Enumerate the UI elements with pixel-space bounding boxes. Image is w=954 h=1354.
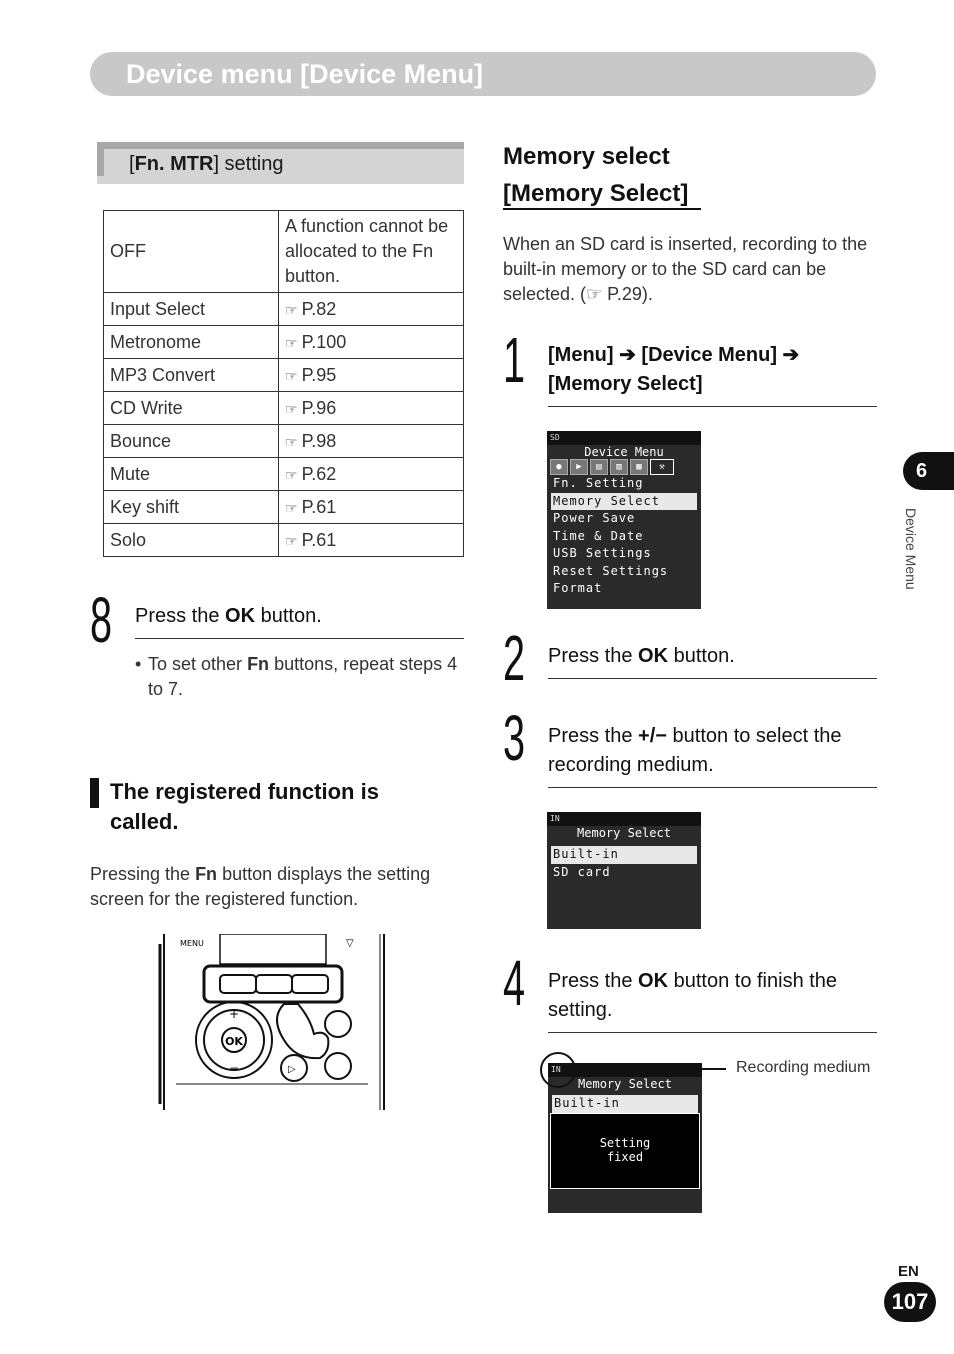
row-label: Bounce	[104, 425, 279, 458]
row-label: Metronome	[104, 326, 279, 359]
memory-select-intro: When an SD card is inserted, recording to the built-in memory or to the SD card can be selected. (☞ P.29).	[503, 234, 868, 304]
registered-body: Pressing the Fn button displays the setting screen for the registered function.	[90, 864, 431, 909]
row-value: ☞ P.98	[279, 425, 464, 458]
svg-text:+: +	[228, 1007, 240, 1021]
menu-item: Time & Date	[553, 528, 644, 543]
mic-icon: ●	[550, 459, 568, 475]
play-icon: ▶	[570, 459, 588, 475]
row-value: ☞ P.96	[279, 392, 464, 425]
table-row	[104, 326, 464, 359]
table-row	[104, 491, 464, 524]
reference-icon: ☞	[285, 499, 298, 516]
step8-text: Press the OK button.	[135, 605, 322, 627]
svg-text:−: −	[228, 1061, 240, 1075]
step2-text: Press the OK button.	[548, 645, 735, 667]
page-number: 107	[884, 1282, 936, 1322]
screen-title: Device Menu	[584, 445, 664, 459]
page-title: Device menu [Device Menu]	[126, 59, 484, 89]
screen-status-bar: IN	[547, 812, 701, 826]
tools-icon: ⚒	[650, 459, 674, 475]
reference-icon: ☞	[285, 532, 298, 549]
reference-icon: ☞	[285, 334, 298, 351]
svg-text:▷: ▷	[288, 1064, 296, 1075]
step4-text: Press the OK button to finish the setting.	[548, 970, 838, 1021]
fn-box-accent-left	[97, 142, 104, 176]
device-menu-screen	[547, 431, 701, 609]
fn-setting-title: [Fn. MTR] setting	[129, 153, 284, 175]
row-value: ☞ P.82	[279, 293, 464, 326]
row-value: ☞ P.62	[279, 458, 464, 491]
step-number-3: 3	[503, 702, 526, 774]
memory-select-title: Memory select [Memory Select]	[503, 143, 689, 207]
step3-rule	[548, 787, 877, 788]
table-row	[104, 524, 464, 557]
step-number-1: 1	[503, 324, 526, 396]
registered-heading: The registered function is called.	[110, 779, 379, 834]
row-label: CD Write	[104, 392, 279, 425]
table-row	[104, 458, 464, 491]
step1-text: [Menu] ➔ [Device Menu] ➔ [Memory Select]	[548, 344, 800, 395]
table-row	[104, 211, 464, 293]
fn-settings-table	[103, 210, 464, 557]
row-label: Solo	[104, 524, 279, 557]
svg-text:▽: ▽	[346, 938, 354, 949]
svg-text:OK: OK	[225, 1035, 243, 1048]
lcd-icon: ▥	[610, 459, 628, 475]
medium-option-selected: Built-in	[551, 846, 697, 864]
svg-text:MENU: MENU	[180, 939, 204, 948]
section-marker	[90, 778, 99, 808]
row-label: Input Select	[104, 293, 279, 326]
table-row	[104, 293, 464, 326]
menu-item: Power Save	[553, 511, 636, 525]
chapter-label: Device Menu	[903, 508, 919, 590]
recorder-illustration	[158, 934, 388, 1110]
row-value: ☞ P.95	[279, 359, 464, 392]
step2-rule	[548, 678, 877, 679]
row-label: Key shift	[104, 491, 279, 524]
language-label: EN	[898, 1263, 919, 1280]
menu-item: Format	[553, 581, 603, 595]
row-value: A function cannot be allocated to the Fn button.	[279, 211, 464, 293]
step8-rule	[135, 638, 464, 639]
reference-icon: ☞	[285, 466, 298, 483]
title-underline	[503, 208, 701, 210]
table-row	[104, 425, 464, 458]
screen-status-bar: SD	[547, 431, 701, 445]
setting-fixed-screen	[548, 1063, 702, 1213]
step1-rule	[548, 406, 877, 407]
step8-bullet: • To set other Fn buttons, repeat steps 4 to 7.	[135, 654, 458, 699]
row-value: ☞ P.61	[279, 524, 464, 557]
menu-item-selected: Memory Select	[551, 493, 697, 511]
callout-line	[576, 1068, 726, 1070]
screen-status-bar: IN	[548, 1063, 702, 1077]
confirm-dialog: Setting fixed	[550, 1113, 700, 1189]
menu-item: Reset Settings	[553, 563, 669, 578]
step-number-2: 2	[503, 622, 526, 694]
menu-item: USB Settings	[553, 546, 652, 560]
screen-title: Memory Select	[578, 1077, 672, 1091]
medium-option: SD card	[553, 864, 611, 879]
memory-select-screen	[547, 812, 701, 929]
menu-item: Fn. Setting	[553, 476, 644, 490]
row-label: MP3 Convert	[104, 359, 279, 392]
row-value: ☞ P.100	[279, 326, 464, 359]
reference-icon: ☞	[285, 400, 298, 417]
reference-icon: ☞	[285, 433, 298, 450]
screen-tabs	[547, 459, 701, 475]
row-value: ☞ P.61	[279, 491, 464, 524]
step4-rule	[548, 1032, 877, 1033]
step-number-4: 4	[503, 947, 526, 1019]
medium-option-selected: Built-in	[552, 1095, 698, 1113]
chapter-tab: 6	[903, 452, 954, 490]
screen-title: Memory Select	[577, 826, 671, 840]
table-row	[104, 392, 464, 425]
monitor-icon: ▦	[630, 459, 648, 475]
reference-icon: ☞	[285, 367, 298, 384]
row-label: OFF	[104, 211, 279, 293]
highlight-circle	[540, 1052, 576, 1088]
reference-icon: ☞	[285, 301, 298, 318]
step3-text: Press the +/− button to select the recording medium.	[548, 725, 842, 776]
step-number-8: 8	[90, 584, 113, 656]
callout-label: Recording medium	[736, 1059, 871, 1076]
table-row	[104, 359, 464, 392]
row-label: Mute	[104, 458, 279, 491]
fn-box-accent-top	[97, 142, 464, 149]
file-icon: ▤	[590, 459, 608, 475]
